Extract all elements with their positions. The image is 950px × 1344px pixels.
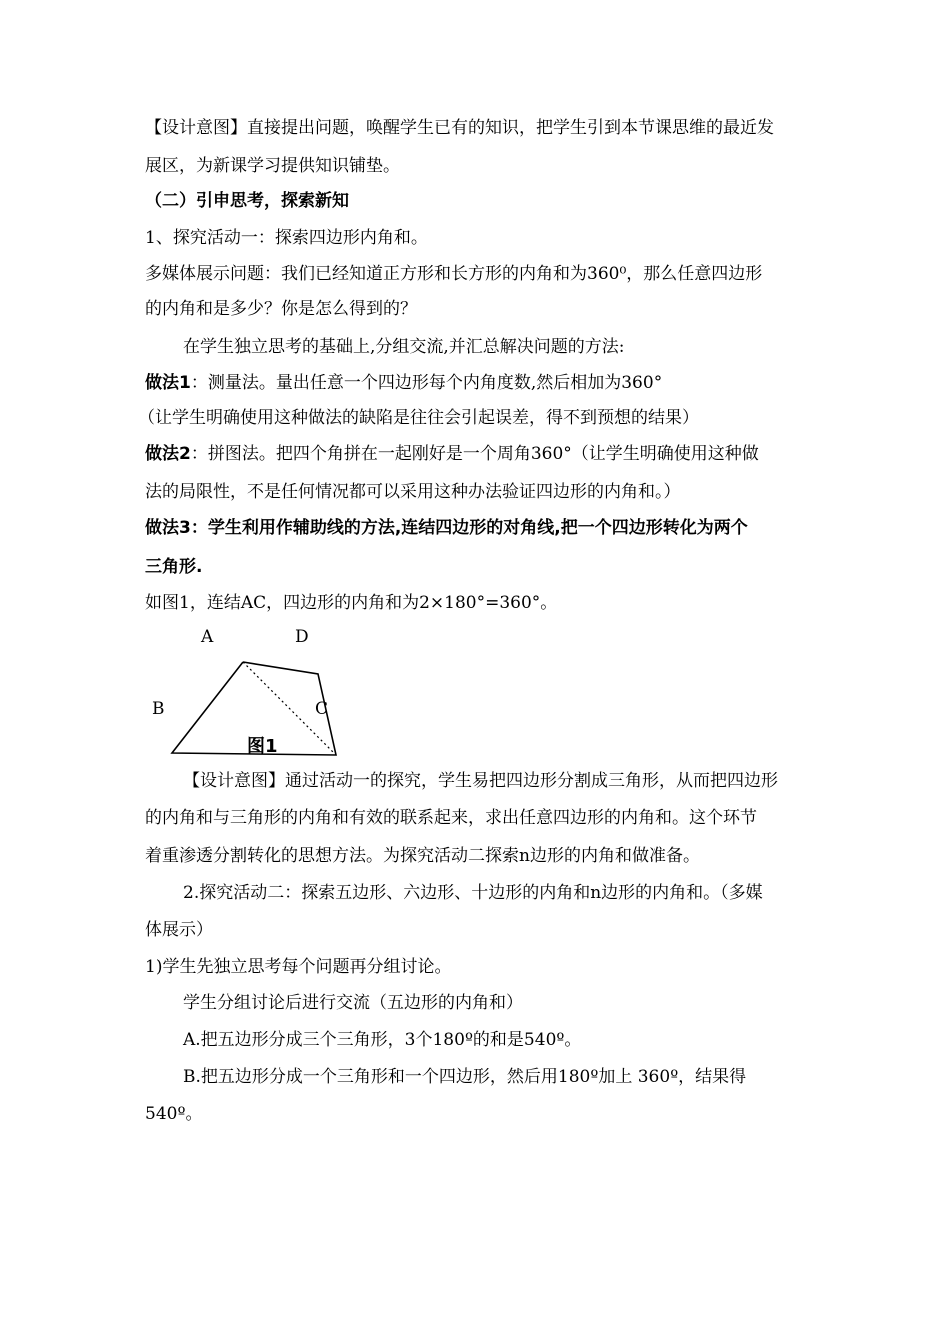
vertex-label-d: D xyxy=(295,627,309,647)
group-discussion-text: 在学生独立思考的基础上,分组交流,并汇总解决问题的方法: xyxy=(183,337,625,357)
method-three-line-2: 三角形. xyxy=(145,557,203,577)
vertex-label-c: C xyxy=(315,699,329,719)
activity-two-line-2: 体展示） xyxy=(145,920,213,940)
vertex-label-a: A xyxy=(201,627,214,647)
method-one xyxy=(145,371,662,395)
step-one: 1)学生先独立思考每个问题再分组讨论。 xyxy=(145,957,452,977)
design-intent-2-line-2: 的内角和与三角形的内角和有效的联系起来，求出任意四边形的内角和。这个环节 xyxy=(145,808,757,828)
method-two-label: 做法2 xyxy=(145,444,191,464)
method-one-note: （让学生明确使用这种做法的缺陷是往往会引起误差，得不到预想的结果） xyxy=(138,408,699,428)
activity-one-heading: 1、探究活动一：探索四边形内角和。 xyxy=(145,228,428,248)
figure-1 xyxy=(140,620,360,765)
option-b-line-2: 540º。 xyxy=(145,1104,203,1124)
figure-intro: 如图1，连结AC，四边形的内角和为2×180°=360°。 xyxy=(145,593,558,613)
group-exchange: 学生分组讨论后进行交流（五边形的内角和） xyxy=(183,993,523,1013)
method-two-text: ：拼图法。把四个角拼在一起刚好是一个周角360°（让学生明确使用这种做 xyxy=(190,444,759,464)
option-b-line-1: B.把五边形分成一个三角形和一个四边形，然后用180º加上 360º，结果得 xyxy=(183,1067,747,1087)
design-intent-2-line-3: 着重渗透分割转化的思想方法。为探究活动二探索n边形的内角和做准备。 xyxy=(145,846,700,866)
design-intent-2-line-1: 【设计意图】通过活动一的探究，学生易把四边形分割成三角形，从而把四边形 xyxy=(183,771,778,791)
option-a: A.把五边形分成三个三角形，3个180º的和是540º。 xyxy=(183,1030,582,1050)
section-title: （二）引申思考，探索新知 xyxy=(145,191,349,211)
activity-two-line-1: 2.探究活动二：探索五边形、六边形、十边形的内角和n边形的内角和。（多媒 xyxy=(183,883,763,903)
vertex-label-b: B xyxy=(152,699,165,719)
method-two-continued: 法的局限性，不是任何情况都可以采用这种办法验证四边形的内角和。） xyxy=(145,482,681,502)
method-one-text: ：测量法。量出任意一个四边形每个内角度数,然后相加为360° xyxy=(190,373,663,393)
method-one-label: 做法1 xyxy=(145,373,191,393)
design-intent-line-2: 展区，为新课学习提供知识铺垫。 xyxy=(145,156,400,176)
media-question-line-2: 的内角和是多少？你是怎么得到的？ xyxy=(145,299,417,319)
media-question-line-1: 多媒体展示问题：我们已经知道正方形和长方形的内角和为360⁰，那么任意四边形 xyxy=(145,264,763,284)
method-three-line-1: 做法3：学生利用作辅助线的方法,连结四边形的对角线,把一个四边形转化为两个 xyxy=(145,518,748,538)
figure-caption: 图1 xyxy=(247,736,278,757)
design-intent-line-1: 【设计意图】直接提出问题，唤醒学生已有的知识，把学生引到本节课思维的最近发 xyxy=(145,118,774,138)
method-two xyxy=(145,442,759,466)
